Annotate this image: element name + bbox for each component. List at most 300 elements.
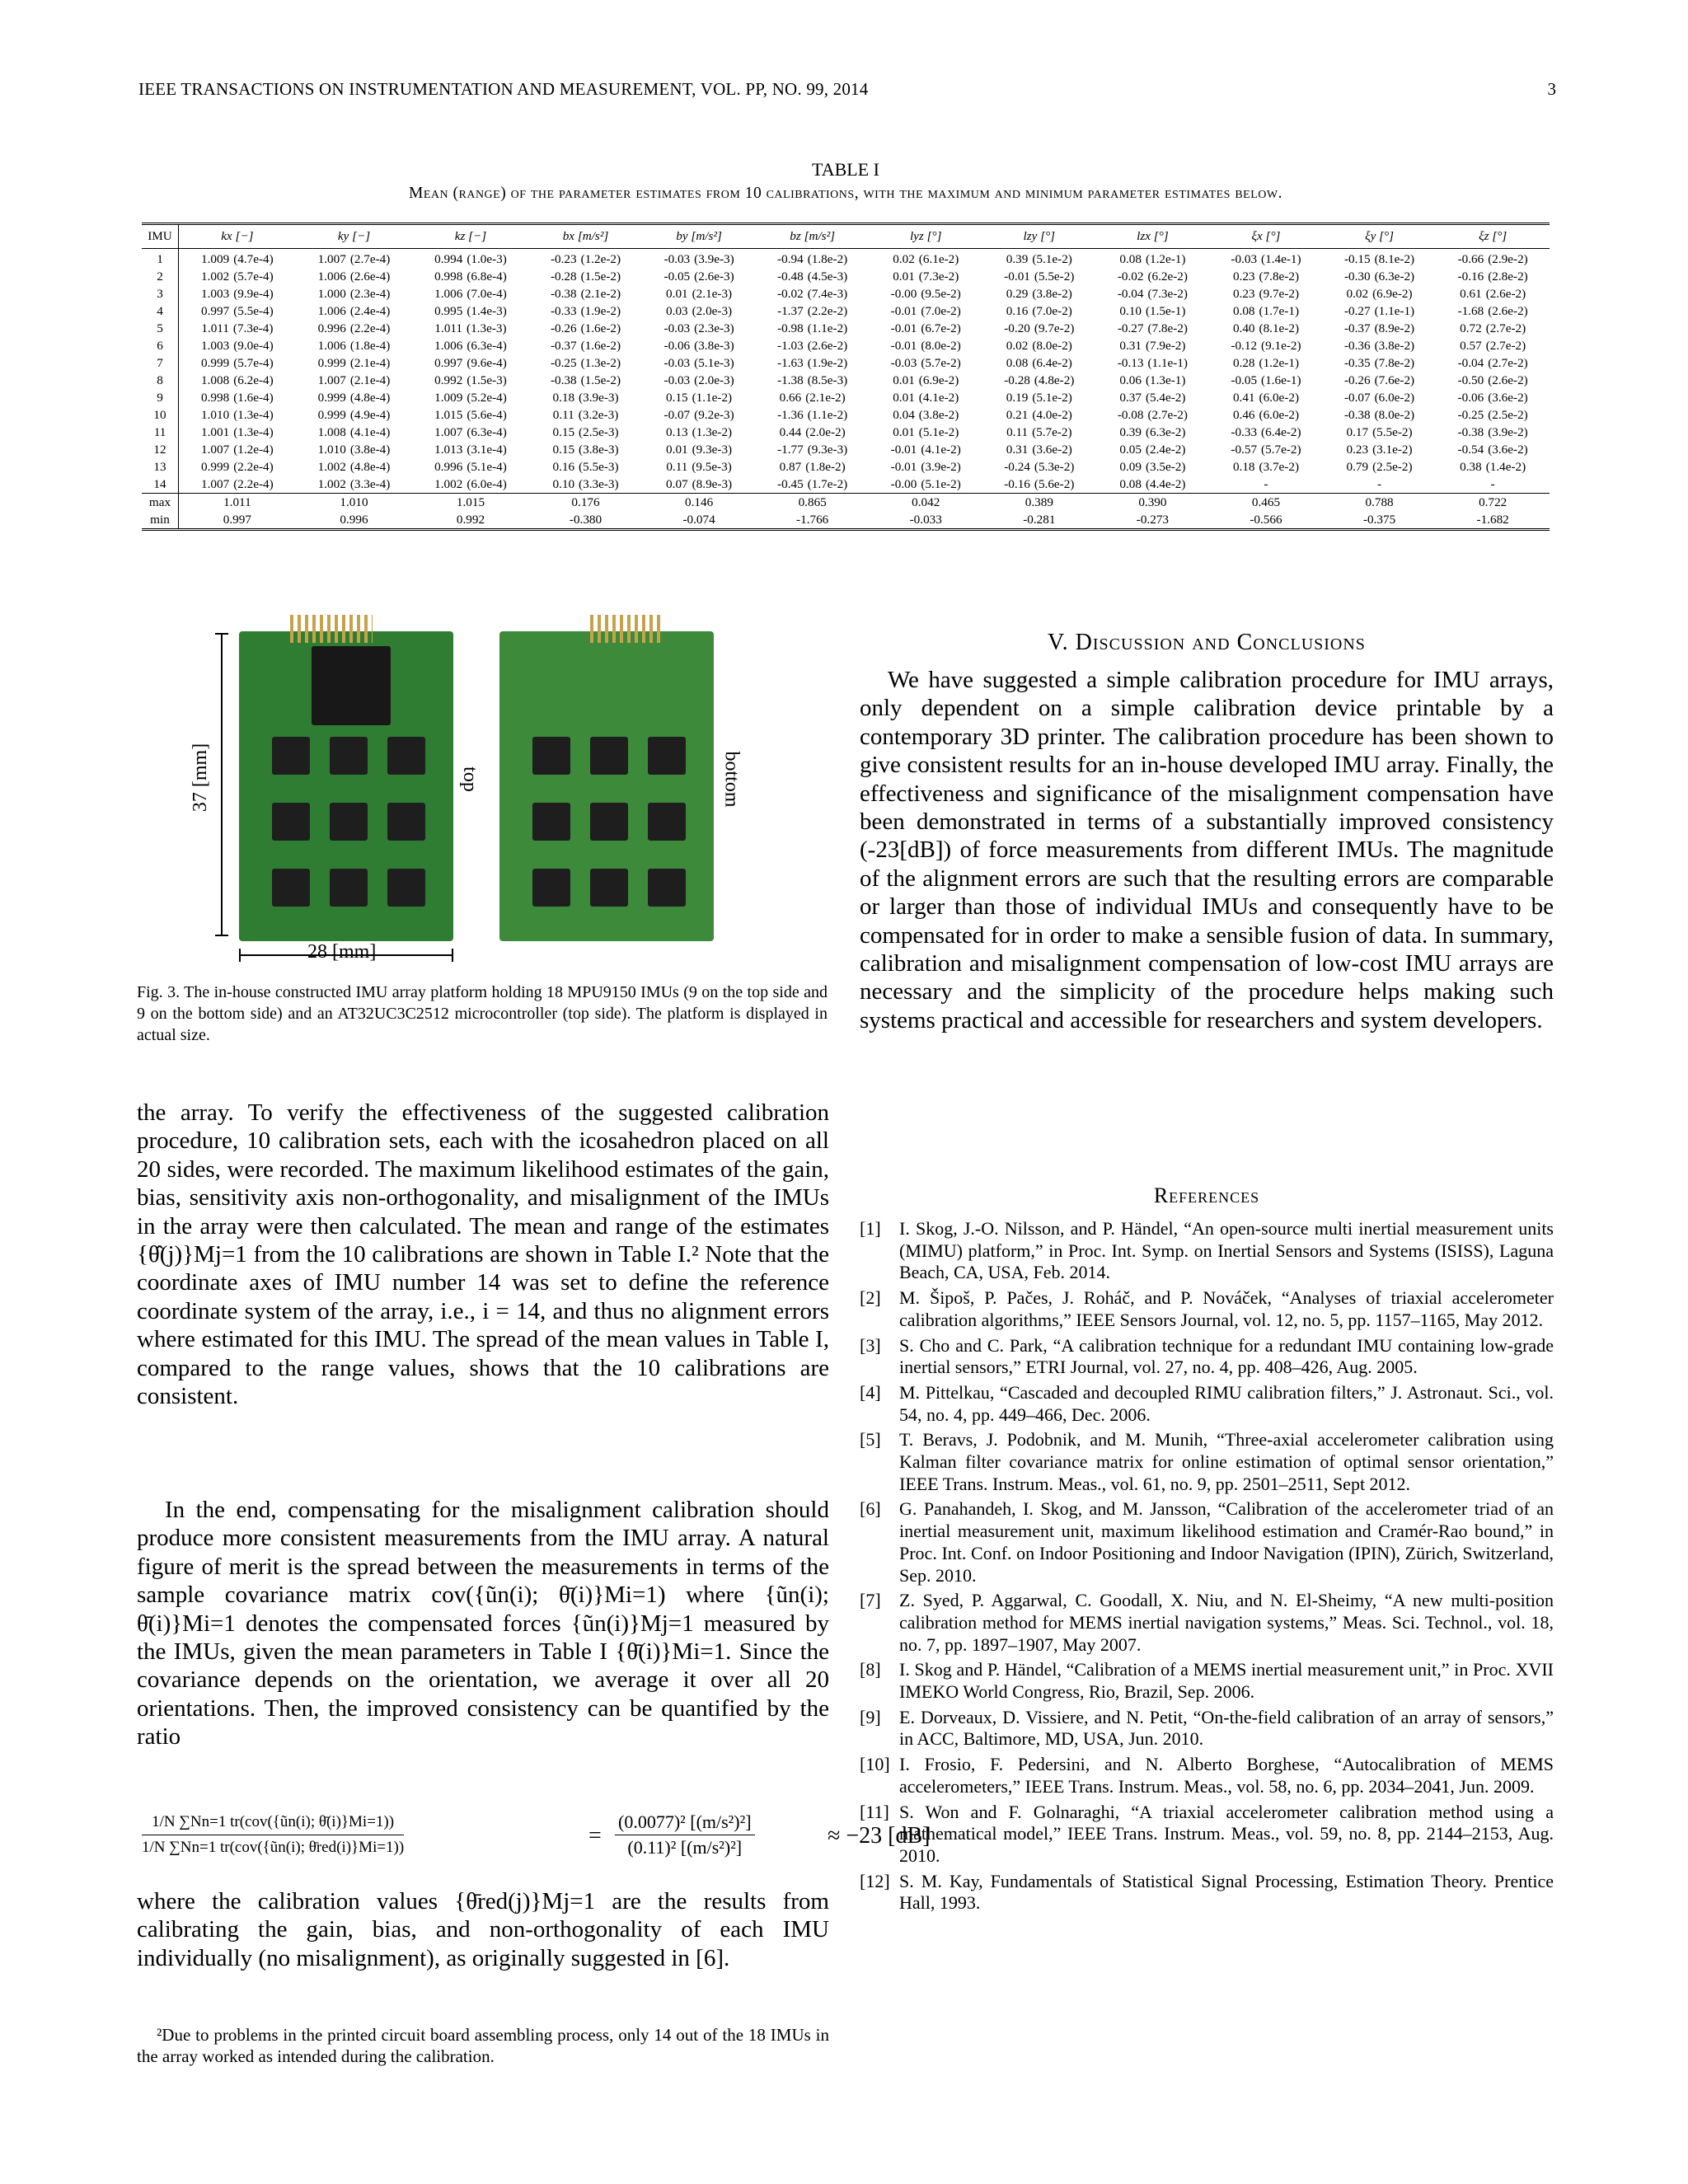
estimate-cell <box>982 476 1096 494</box>
estimate-cell <box>412 476 528 494</box>
range-value: (2.7e-2) <box>1147 408 1188 422</box>
table-row <box>142 337 1550 354</box>
mean-value: -0.07 <box>663 408 691 422</box>
mean-value: -0.30 <box>1343 269 1371 284</box>
estimate-cell <box>1096 406 1210 424</box>
mean-value: -0.38 <box>1457 425 1484 439</box>
mean-value: 0.39 <box>1119 425 1142 439</box>
imu-chip <box>532 869 570 907</box>
estimate-cell <box>412 268 528 285</box>
estimate-cell <box>412 337 528 354</box>
table-caption: Mean (range) of the parameter estimates from 10 calibrations, with the maximum and minimum parameter estimates below. <box>409 185 1282 202</box>
mean-value: -0.38 <box>1343 408 1371 422</box>
reference-number: [2] <box>860 1287 881 1309</box>
range-value: (5.5e-3) <box>579 460 619 474</box>
col-header-lzy: lzy [°] <box>1023 229 1056 243</box>
summary-value: 0.176 <box>571 495 600 509</box>
estimate-cell <box>869 389 982 406</box>
bottom-side-label: bottom <box>720 751 743 808</box>
range-value: (2.6e-2) <box>1488 373 1528 387</box>
estimate-cell <box>1436 458 1550 476</box>
mean-value: 1.002 <box>201 269 230 284</box>
estimate-cell <box>529 249 643 269</box>
reference-text: M. Pittelkau, “Cascaded and decoupled RIMU calibration filters,” J. Astronaut. Sci., vol. 54, no. 4, pp. 449–466, Dec. 2006. <box>899 1381 1554 1425</box>
mean-value: 0.03 <box>666 304 688 318</box>
mean-value: 1.006 <box>317 339 346 353</box>
col-header-lzx: lzx [°] <box>1137 229 1169 243</box>
imu-id-cell: 13 <box>142 458 179 476</box>
estimate-cell <box>296 424 412 441</box>
estimate-cell <box>1096 372 1210 389</box>
range-value: (4.8e-4) <box>349 460 391 474</box>
estimate-cell <box>1209 458 1323 476</box>
mean-value: -1.38 <box>777 373 804 387</box>
estimate-cell <box>1436 302 1550 320</box>
range-value: (8.0e-2) <box>1374 408 1415 422</box>
mean-value: 1.007 <box>201 443 230 457</box>
mean-value: -0.48 <box>777 269 804 284</box>
mean-value: -0.06 <box>1457 391 1484 405</box>
estimate-cell <box>756 406 870 424</box>
range-value: (3.9e-2) <box>1488 425 1528 439</box>
estimate-cell <box>296 458 412 476</box>
mean-value: -0.05 <box>1231 373 1258 387</box>
range-value: (9.3e-3) <box>807 443 848 457</box>
estimate-cell <box>1209 389 1323 406</box>
range-value: (1.1e-1) <box>1147 356 1188 370</box>
range-value: (2.3e-4) <box>349 287 391 301</box>
reference-item <box>860 1707 1554 1750</box>
reference-number: [4] <box>860 1381 881 1403</box>
estimate-cell <box>642 458 756 476</box>
table-body <box>142 249 1550 494</box>
table-row <box>142 476 1550 494</box>
mean-value: 0.01 <box>893 373 915 387</box>
range-value: (5.1e-2) <box>1032 391 1072 405</box>
reference-text: I. Skog, J.-O. Nilsson, and P. Händel, “An open-source multi inertial measurement units (MIMU) platform,” in Proc. Int. Symp. on Inertial Sensors and Systems (ISISS), Laguna Beach, CA, USA, Feb. 2014. <box>899 1218 1554 1283</box>
summary-value: -0.273 <box>1136 513 1170 527</box>
mean-value: 0.01 <box>666 287 688 301</box>
range-value: (2.2e-2) <box>807 304 848 318</box>
reference-item <box>860 1659 1554 1703</box>
estimate-cell <box>296 354 412 372</box>
estimate-cell <box>179 249 296 269</box>
estimate-cell <box>982 424 1096 441</box>
height-label: 37 [mm] <box>190 743 212 813</box>
reference-number: [6] <box>860 1498 881 1520</box>
mean-value: -0.12 <box>1231 339 1258 353</box>
estimate-cell <box>529 302 643 320</box>
mean-value: -0.23 <box>550 252 577 266</box>
estimate-cell <box>412 302 528 320</box>
mean-value: 1.010 <box>201 408 230 422</box>
estimate-cell <box>529 354 643 372</box>
estimate-cell <box>642 302 756 320</box>
estimate-cell <box>529 458 643 476</box>
range-value: (1.8e-4) <box>349 339 391 353</box>
col-header-xi-y: ξy [°] <box>1365 229 1395 243</box>
range-value: (4.8e-4) <box>349 391 391 405</box>
width-label: 28 [mm] <box>307 941 377 963</box>
range-value: (1.2e-1) <box>1145 252 1186 266</box>
imu-id-cell: 7 <box>142 354 179 372</box>
estimate-cell <box>1436 337 1550 354</box>
mean-value: 0.37 <box>1119 391 1142 405</box>
mean-value: -0.36 <box>1343 339 1371 353</box>
mean-value: -0.06 <box>663 339 691 353</box>
range-value: (3.5e-2) <box>1145 460 1186 474</box>
range-value: (1.5e-1) <box>1145 304 1186 318</box>
estimate-cell <box>642 337 756 354</box>
estimate-cell <box>179 320 296 337</box>
summary-value: 0.390 <box>1138 495 1167 509</box>
mean-value: 0.29 <box>1006 287 1029 301</box>
range-value: (1.6e-4) <box>233 391 274 405</box>
estimate-cell <box>756 424 870 441</box>
range-value: (2.5e-2) <box>1372 460 1413 474</box>
estimate-cell <box>1436 320 1550 337</box>
summary-value: -1.766 <box>796 513 829 527</box>
mean-value: -0.03 <box>663 252 691 266</box>
mean-value: 0.999 <box>317 356 346 370</box>
mean-value: -0.01 <box>890 460 917 474</box>
mean-value: 1.011 <box>434 321 463 335</box>
imu-id-cell: 14 <box>142 476 179 494</box>
mean-value: 1.002 <box>434 477 463 491</box>
estimate-cell <box>296 372 412 389</box>
estimate-cell <box>869 476 982 494</box>
mean-value: 1.003 <box>201 287 230 301</box>
estimate-cell <box>1436 249 1550 269</box>
estimate-cell <box>1323 458 1437 476</box>
estimate-cell <box>982 249 1096 269</box>
range-value: (6.3e-4) <box>467 339 507 353</box>
range-value: (2.5e-2) <box>1488 408 1528 422</box>
mean-value: 1.003 <box>201 339 230 353</box>
estimate-cell <box>1209 424 1323 441</box>
range-value: (6.2e-4) <box>233 373 274 387</box>
mean-value: 1.002 <box>317 477 346 491</box>
mean-value: 1.006 <box>317 269 346 284</box>
col-header-bz: bz [m/s²] <box>790 229 836 243</box>
imu-chip <box>590 869 628 907</box>
imu-id-cell: 11 <box>142 424 179 441</box>
range-value: (5.1e-3) <box>694 356 734 370</box>
range-value: (6.7e-2) <box>921 321 961 335</box>
estimate-cell <box>642 424 756 441</box>
mean-value: -1.63 <box>777 356 804 370</box>
estimate-cell <box>179 476 296 494</box>
reference-text: M. Šipoš, P. Pačes, J. Roháč, and P. Nováček, “Analyses of triaxial accelerometer calibration algorithms,” IEEE Sensors Journal, vol. 12, no. 5, pp. 1157–1165, May 2012. <box>899 1287 1554 1330</box>
mean-value: 1.007 <box>317 252 346 266</box>
imu-chip <box>330 737 368 775</box>
mean-value: 0.04 <box>893 408 915 422</box>
mean-value: 0.999 <box>201 460 230 474</box>
mean-value: 0.21 <box>1006 408 1029 422</box>
mean-value: 0.08 <box>1119 477 1142 491</box>
range-value: (2.9e-2) <box>1488 252 1528 266</box>
mean-value: 0.997 <box>201 304 230 318</box>
range-value: (9.6e-4) <box>467 356 507 370</box>
range-value: (5.3e-2) <box>1034 460 1075 474</box>
mean-value: -0.00 <box>890 287 917 301</box>
mean-value: -0.25 <box>550 356 577 370</box>
estimate-cell <box>529 424 643 441</box>
estimate-cell <box>296 285 412 302</box>
estimate-cell <box>529 389 643 406</box>
estimate-cell <box>869 337 982 354</box>
mean-value: 0.999 <box>317 408 346 422</box>
summary-value: 1.015 <box>456 495 485 509</box>
range-value: (2.2e-4) <box>233 477 274 491</box>
mean-value: 0.996 <box>434 460 463 474</box>
range-value: (2.6e-2) <box>807 339 848 353</box>
reference-text: S. Won and F. Golnaraghi, “A triaxial accelerometer calibration method using a mathematical model,” IEEE Trans. Instrum. Meas., vol. 59, no. 8, pp. 2144–2153, Aug. 2010. <box>899 1801 1554 1866</box>
top-side-label: top <box>458 766 481 792</box>
estimate-cell <box>1209 372 1323 389</box>
estimate-cell <box>412 320 528 337</box>
estimate-cell <box>296 406 412 424</box>
range-value: (8.9e-3) <box>692 477 733 491</box>
mean-value: -0.37 <box>1343 321 1371 335</box>
imu-id-cell: 3 <box>142 285 179 302</box>
range-value: (2.7e-2) <box>1488 356 1528 370</box>
range-value: (7.0e-2) <box>921 304 961 318</box>
estimate-cell <box>529 476 643 494</box>
ratio-result: ≈ −23 [dB] <box>828 1823 931 1849</box>
range-value: (4.9e-4) <box>349 408 391 422</box>
mean-value: -0.24 <box>1004 460 1030 474</box>
estimate-cell <box>982 389 1096 406</box>
reference-list <box>860 1218 1554 1918</box>
table-row <box>142 320 1550 337</box>
estimate-cell <box>529 441 643 458</box>
estimate-cell <box>296 441 412 458</box>
mean-value: 0.39 <box>1006 252 1029 266</box>
reference-text: T. Beravs, J. Podobnik, and M. Munih, “Three-axial accelerometer calibration using Kalman filter covariance matrix for online estimation of optimal sensor orientation,” IEEE Trans. Instrum. Meas., vol. 61, no. 9, pp. 2501–2511, Sept 2012. <box>899 1429 1554 1494</box>
mean-value: 1.006 <box>434 339 463 353</box>
estimate-cell <box>1436 389 1550 406</box>
range-value: (1.2e-4) <box>233 443 274 457</box>
mean-value: 1.002 <box>317 460 346 474</box>
mean-value: 0.41 <box>1232 391 1255 405</box>
estimate-cell <box>982 441 1096 458</box>
mean-value: 0.998 <box>434 269 463 284</box>
header-pins <box>290 615 373 643</box>
range-value: (4.7e-4) <box>233 252 274 266</box>
mean-value: 0.19 <box>1006 391 1029 405</box>
mean-value: -0.28 <box>550 269 577 284</box>
paragraph-results: the array. To verify the effectiveness of the suggested calibration procedure, 10 calibration sets, each with the icosahedron placed on all 20 sides, were recorded. The maximum likelihood estimates of the gain, bias, sensitivity axis non-orthogonality, and misalignment of the IMUs in the array were then calculated. The mean and range of the estimates {θ̂(j)}Mj=1 from the 10 calibrations are shown in Table I.² Note that the coordinate axes of IMU number 14 was set to define the reference coordinate system of the array, i.e., i = 14, and thus no alignment errors where estimated for this IMU. The spread of the mean values in Table I, compared to the range values, shows that the 10 calibrations are consistent. <box>137 1099 829 1410</box>
summary-value: 0.997 <box>223 513 251 527</box>
mean-value: -0.27 <box>1117 321 1144 335</box>
estimate-cell <box>756 372 870 389</box>
range-value: (1.3e-1) <box>1145 373 1186 387</box>
mean-value: 1.008 <box>317 425 346 439</box>
mean-value: 0.40 <box>1232 321 1255 335</box>
range-value: (2.3e-3) <box>694 321 734 335</box>
range-value: (2.0e-2) <box>805 425 846 439</box>
reference-number: [5] <box>860 1429 881 1451</box>
summary-value: 1.011 <box>223 495 251 509</box>
estimate-cell <box>179 337 296 354</box>
imu-chip <box>330 803 368 841</box>
range-value: (3.6e-2) <box>1488 443 1528 457</box>
mean-value: 0.23 <box>1346 443 1369 457</box>
estimate-cell <box>529 268 643 285</box>
range-value: (1.8e-2) <box>805 460 846 474</box>
estimate-cell <box>642 320 756 337</box>
estimate-cell <box>869 285 982 302</box>
range-value: (1.9e-2) <box>807 356 848 370</box>
mean-value: 1.006 <box>317 304 346 318</box>
summary-row <box>142 511 1550 530</box>
range-value: (1.1e-2) <box>807 321 848 335</box>
range-value: (8.1e-2) <box>1259 321 1300 335</box>
imu-chip <box>387 869 425 907</box>
table-row <box>142 372 1550 389</box>
range-value: (3.9e-2) <box>921 460 961 474</box>
reference-item <box>860 1429 1554 1495</box>
reference-item <box>860 1754 1554 1797</box>
range-value: (3.3e-3) <box>579 477 619 491</box>
header-pins <box>590 615 664 643</box>
range-value: (1.2e-1) <box>1259 356 1300 370</box>
mean-value: 0.46 <box>1232 408 1255 422</box>
equals-sign: = <box>588 1823 602 1849</box>
mean-value: 0.31 <box>1006 443 1029 457</box>
range-value: (5.7e-4) <box>233 269 274 284</box>
mean-value: -0.01 <box>890 304 917 318</box>
col-header-imu: IMU <box>142 224 179 249</box>
mean-value: 0.998 <box>201 391 230 405</box>
estimate-cell <box>756 320 870 337</box>
table-row <box>142 406 1550 424</box>
range-value: (7.0e-2) <box>1032 304 1072 318</box>
mean-value: -0.26 <box>1343 373 1371 387</box>
estimate-cell <box>1209 337 1323 354</box>
imu-id-cell: 5 <box>142 320 179 337</box>
mean-value: -0.05 <box>663 269 691 284</box>
range-value: (9.1e-2) <box>1261 339 1301 353</box>
estimate-cell <box>982 372 1096 389</box>
estimate-cell <box>1436 285 1550 302</box>
mean-value: -0.03 <box>663 321 691 335</box>
range-value: (2.1e-2) <box>580 287 621 301</box>
estimate-cell <box>296 302 412 320</box>
range-value: (9.9e-4) <box>233 287 274 301</box>
mean-value: 1.010 <box>317 443 346 457</box>
estimate-cell <box>529 372 643 389</box>
lhs-numerator: 1/N ∑Nn=1 tr(cov({ũn(i); θ̄(i)}Mi=1)) <box>142 1810 404 1835</box>
estimate-cell <box>412 354 528 372</box>
estimate-cell <box>642 354 756 372</box>
mean-value: -0.03 <box>1231 252 1258 266</box>
estimate-cell <box>1436 406 1550 424</box>
mean-value: 1.007 <box>317 373 346 387</box>
mean-value: 0.08 <box>1006 356 1029 370</box>
range-value: (1.3e-4) <box>233 425 274 439</box>
mean-value: 0.57 <box>1460 339 1482 353</box>
mean-value: 0.08 <box>1232 304 1255 318</box>
range-value: (1.0e-3) <box>467 252 507 266</box>
range-value: (7.8e-2) <box>1147 321 1188 335</box>
estimate-cell <box>642 389 756 406</box>
mean-value: -0.54 <box>1457 443 1484 457</box>
range-value: (9.3e-3) <box>692 443 733 457</box>
mean-value: 0.16 <box>1006 304 1029 318</box>
range-value: (4.0e-2) <box>1032 408 1072 422</box>
estimate-cell <box>982 337 1096 354</box>
range-value: (5.6e-2) <box>1034 477 1075 491</box>
mean-value: 0.10 <box>1119 304 1142 318</box>
estimate-cell <box>1323 372 1437 389</box>
summary-label: max <box>142 494 179 512</box>
mean-value: 0.10 <box>552 477 575 491</box>
imu-chip <box>590 737 628 775</box>
mean-value: 0.11 <box>552 408 574 422</box>
estimate-cell <box>869 268 982 285</box>
mean-value: -0.01 <box>1004 269 1030 284</box>
range-value: (2.1e-3) <box>692 287 733 301</box>
estimate-cell <box>642 476 756 494</box>
range-value: (2.8e-2) <box>1488 269 1528 284</box>
range-value: (1.2e-2) <box>580 252 621 266</box>
estimate-cell <box>1323 285 1437 302</box>
mean-value: -0.27 <box>1343 304 1371 318</box>
microcontroller-chip <box>312 646 391 725</box>
range-value: (5.6e-4) <box>467 408 507 422</box>
range-value: (2.0e-3) <box>694 373 734 387</box>
mean-value: 0.17 <box>1346 425 1369 439</box>
mean-value: -0.04 <box>1457 356 1484 370</box>
estimate-cell <box>756 302 870 320</box>
summary-value: 0.146 <box>685 495 714 509</box>
reference-item <box>860 1287 1554 1331</box>
range-value: (2.1e-4) <box>349 373 391 387</box>
estimate-cell <box>756 337 870 354</box>
mean-value: 1.011 <box>201 321 229 335</box>
range-value: (3.3e-4) <box>349 477 391 491</box>
range-value: (4.1e-4) <box>349 425 391 439</box>
estimate-cell <box>1096 389 1210 406</box>
imu-chip <box>590 803 628 841</box>
summary-value: 0.788 <box>1365 495 1394 509</box>
range-value: (6.4e-2) <box>1032 356 1072 370</box>
summary-value: 0.389 <box>1025 495 1053 509</box>
range-value: (3.8e-2) <box>918 408 959 422</box>
summary-value: 1.010 <box>340 495 368 509</box>
imu-id-cell: 1 <box>142 249 179 269</box>
estimate-cell <box>869 354 982 372</box>
estimate-cell <box>1436 372 1550 389</box>
mean-value: 0.07 <box>666 477 688 491</box>
summary-value: 0.992 <box>456 513 485 527</box>
imu-chip <box>648 869 686 907</box>
imu-chip <box>272 737 310 775</box>
estimate-cell <box>1209 302 1323 320</box>
range-value: (1.4e-3) <box>467 304 507 318</box>
estimate-cell <box>1323 354 1437 372</box>
mean-value: 0.999 <box>201 356 230 370</box>
col-header-bx: bx [m/s²] <box>562 229 609 243</box>
estimate-cell <box>529 285 643 302</box>
range-value: (1.3e-3) <box>467 321 507 335</box>
mean-value: -0.02 <box>1117 269 1144 284</box>
reference-number: [11] <box>860 1801 889 1822</box>
range-value: (1.3e-2) <box>580 356 621 370</box>
col-header-ky: ky [−] <box>337 229 371 243</box>
